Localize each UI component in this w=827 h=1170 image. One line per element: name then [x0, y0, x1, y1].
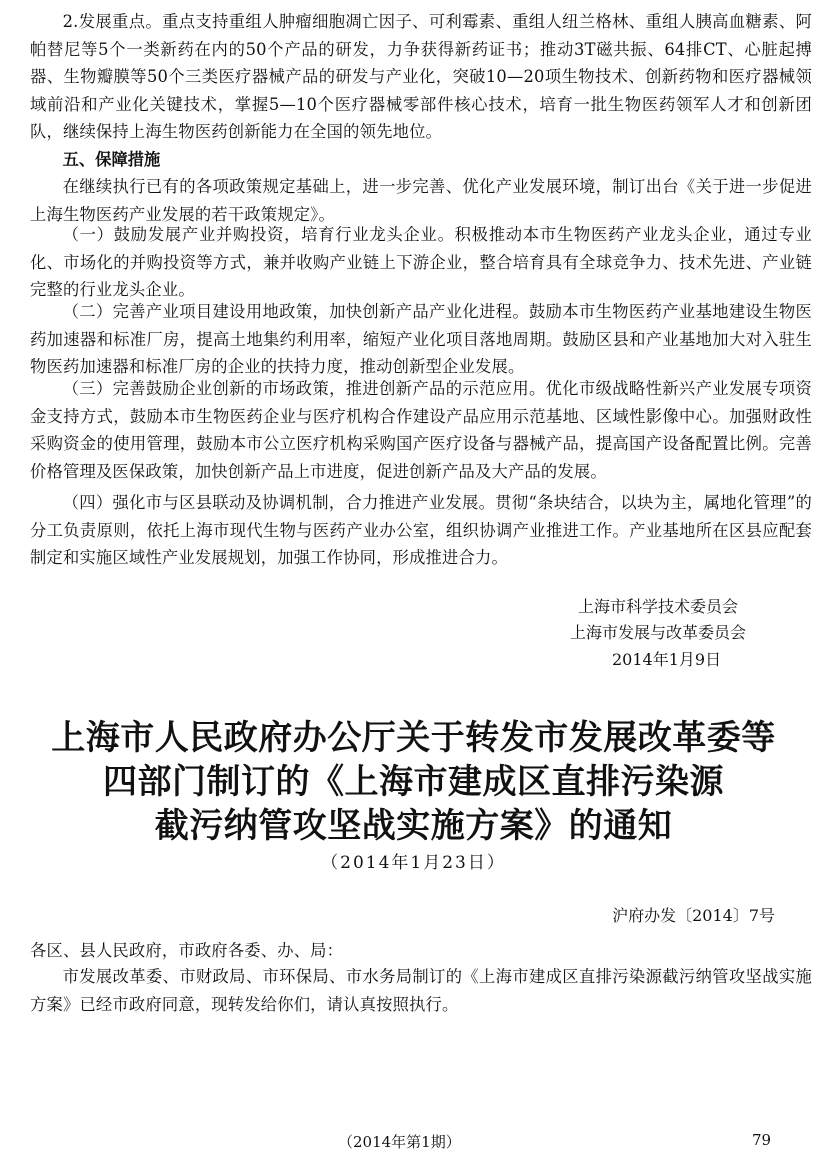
paragraph-development-focus: 2.发展重点。重点支持重组人肿瘤细胞凋亡因子、可利霉素、重组人纽兰格林、重组人胰高血糖素、阿帕替尼等5个一类新药在内的50个产品的研发，力争获得新药证书；推动3T磁共振、64排CT、心脏起搏器、生物瓣膜等50个三类医疗器械产品的研发与产业化，突破10—20项生物技术、创新药物和医疗器械领域前沿和产业化关键技术，掌握5—10个医疗器械零部件核心技术，培育一批生物医药领军人才和创新团队，继续保持上海生物医药创新能力在全国的领先地位。 [30, 12, 812, 142]
heading-safeguard-measures: 五、保障措施 [62, 150, 161, 169]
notice-date: （2014年1月23日） [321, 853, 506, 873]
notice-recipients: 各区、县人民政府，市政府各委、办、局： [30, 941, 344, 960]
signature-date: 2014年1月9日 [612, 650, 722, 669]
paragraph-measure-4: （四）强化市与区县联动及协调机制，合力推进产业发展。贯彻“条块结合，以块为主，属地化管理”的分工负责原则，依托上海市现代生物与医药产业办公室，组织协调产业推进工作。产业基地所在区县应配套制定和实施区域性产业发展规划，加强工作协同，形成推进合力。 [30, 493, 812, 568]
footer-issue: （2014年第1期） [338, 1133, 461, 1151]
signature-org-development-commission: 上海市发展与改革委员会 [570, 623, 747, 642]
notice-body: 市发展改革委、市财政局、市环保局、市水务局制订的《上海市建成区直排污染源截污纳管攻坚战实施方案》已经市政府同意，现转发给你们，请认真按照执行。 [30, 967, 812, 1014]
notice-title-line-1: 上海市人民政府办公厅关于转发市发展改革委等 [51, 718, 776, 758]
page-number: 79 [752, 1131, 772, 1149]
paragraph-measures-intro: 在继续执行已有的各项政策规定基础上，进一步完善、优化产业发展环境，制订出台《关于进一步促进上海生物医药产业发展的若干政策规定》。 [30, 177, 812, 224]
notice-title-line-2: 四部门制订的《上海市建成区直排污染源 [103, 762, 724, 802]
signature-org-science-commission: 上海市科学技术委员会 [578, 597, 739, 616]
paragraph-measure-1: （一）鼓励发展产业并购投资，培育行业龙头企业。积极推动本市生物医药产业龙头企业，通过专业化、市场化的并购投资等方式，兼并收购产业链上下游企业，整合培育具有全球竞争力、技术先进、产业链完整的行业龙头企业。 [30, 225, 812, 300]
paragraph-measure-2: （二）完善产业项目建设用地政策，加快创新产品产业化进程。鼓励本市生物医药产业基地建设生物医药加速器和标准厂房，提高土地集约利用率，缩短产业化项目落地周期。鼓励区县和产业基地加大对入驻生物医药加速器和标准厂房的企业的扶持力度，推动创新型企业发展。 [30, 302, 812, 377]
document-number: 沪府办发〔2014〕7号 [612, 906, 775, 925]
notice-title-line-3: 截污纳管攻坚战实施方案》的通知 [154, 806, 673, 846]
paragraph-measure-3: （三）完善鼓励企业创新的市场政策，推进创新产品的示范应用。优化市级战略性新兴产业发展专项资金支持方式，鼓励本市生物医药企业与医疗机构合作建设产品应用示范基地、区域性影像中心。加强财政性采购资金的使用管理，鼓励本市公立医疗机构采购国产医疗设备与器械产品，提高国产设备配置比例。完善价格管理及医保政策，加快创新产品上市进度，促进创新产品及大产品的发展。 [30, 379, 812, 481]
